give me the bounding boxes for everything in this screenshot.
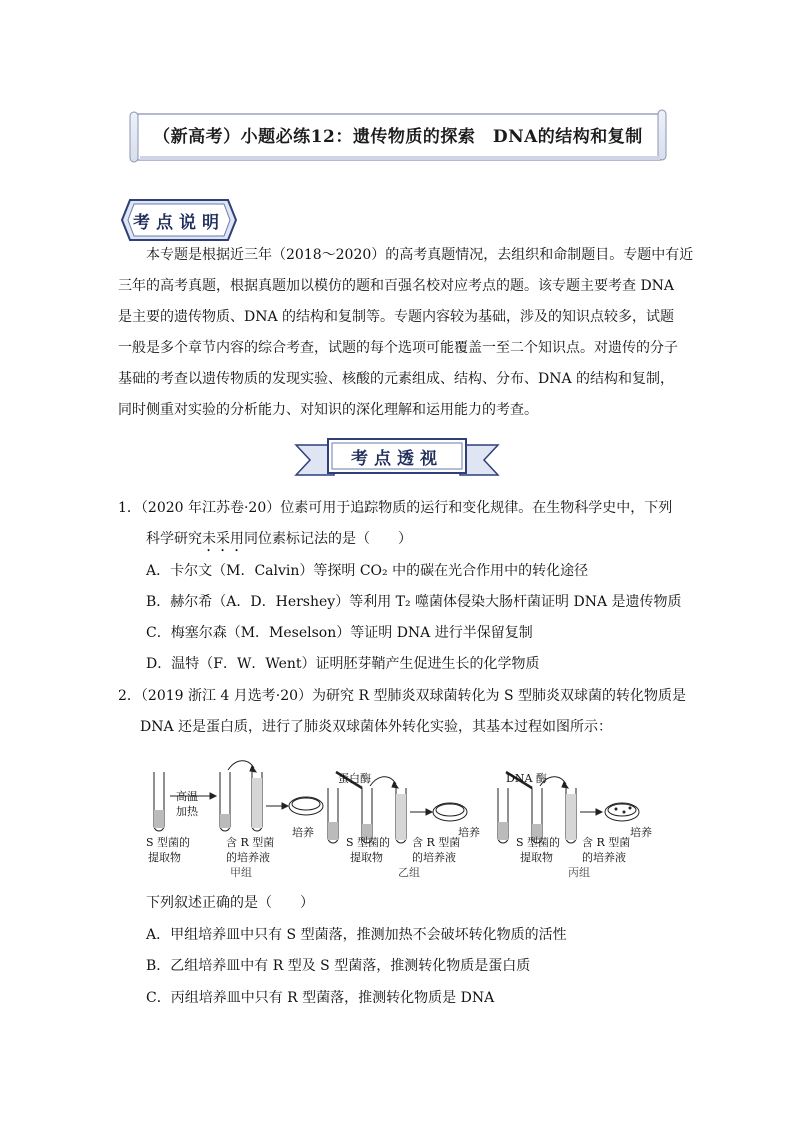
stem-text: 同位素标记法的是（ ） [244, 531, 412, 547]
section-heading-kaodian-shuoming: 考点说明 [133, 213, 225, 233]
s-extract-label: 提取物 [520, 851, 553, 864]
s-extract-label: S 型菌的 [346, 836, 391, 849]
question-1-option-d: D．温特（F．W．Went）证明胚芽鞘产生促进生长的化学物质 [146, 656, 540, 672]
dnase-label: DNA 酶 [506, 772, 547, 785]
section-heading-kaodian-toushi: 考点透视 [351, 449, 443, 469]
intro-line: 基础的考查以遗传物质的发现实验、核酸的元素组成、结构、分布、DNA 的结构和复制， [118, 371, 675, 387]
emphasized-text: 未采用 [202, 531, 244, 547]
culture-label: 培养 [292, 826, 314, 839]
question-2-option-c: C．丙组培养皿中只有 R 型菌落，推测转化物质是 DNA [146, 990, 495, 1006]
s-extract-label: 提取物 [350, 851, 383, 864]
heat-label: 加热 [176, 805, 198, 818]
s-extract-label: 提取物 [148, 851, 181, 864]
group-a-caption: 甲组 [230, 866, 252, 879]
stem-text: 科学研究 [146, 531, 202, 547]
intro-line: 本专题是根据近三年（2018～2020）的高考真题情况，去组织和命制题目。专题中有近 [146, 247, 694, 263]
intro-line: 是主要的遗传物质、DNA 的结构和复制等。专题内容较为基础，涉及的知识点较多，试题 [118, 309, 675, 325]
protease-label: 蛋白酶 [338, 772, 371, 785]
r-medium-label: 的培养液 [412, 851, 456, 864]
r-medium-label: 含 R 型菌 [412, 836, 461, 849]
question-2-stem: 2．（2019 浙江 4 月选考·20）为研究 R 型肺炎双球菌转化为 S 型肺炎双球菌的转化物质是 [118, 688, 686, 704]
question-1-option-b: B．赫尔希（A．D．Hershey）等利用 T₂ 噬菌体侵染大肠杆菌证明 DNA 是遗传物质 [146, 594, 682, 610]
intro-line: 三年的高考真题，根据真题加以模仿的题和百强名校对应考点的题。该专题主要考查 DNA [118, 278, 675, 294]
culture-label: 培养 [458, 826, 480, 839]
question-1-stem-cont [146, 528, 412, 555]
question-1-stem: 1．（2020 年江苏卷·20）位素可用于追踪物质的运行和变化规律。在生物科学史中，下列 [118, 500, 673, 516]
question-2-option-a: A．甲组培养皿中只有 S 型菌落，推测加热不会破坏转化物质的活性 [146, 927, 567, 943]
question-2-option-b: B．乙组培养皿中有 R 型及 S 型菌落，推测转化物质是蛋白质 [146, 958, 531, 974]
s-extract-label: S 型菌的 [146, 836, 191, 849]
r-medium-label: 含 R 型菌 [582, 836, 631, 849]
culture-label: 培养 [630, 826, 652, 839]
group-c-caption: 丙组 [568, 866, 590, 879]
r-medium-label: 的培养液 [582, 851, 626, 864]
question-1-option-a: A．卡尔文（M．Calvin）等探明 CO₂ 中的碳在光合作用中的转化途径 [146, 563, 589, 579]
r-medium-label: 含 R 型菌 [226, 836, 275, 849]
s-extract-label: S 型菌的 [516, 836, 561, 849]
question-1-option-c: C．梅塞尔森（M．Meselson）等证明 DNA 进行半保留复制 [146, 625, 533, 641]
question-2-stem-cont: DNA 还是蛋白质，进行了肺炎双球菌体外转化实验，其基本过程如图所示： [140, 719, 613, 735]
question-2-prompt: 下列叙述正确的是（ ） [146, 895, 314, 911]
intro-line: 一般是多个章节内容的综合考查，试题的每个选项可能覆盖一至二个知识点。对遗传的分子 [118, 340, 678, 356]
group-b-caption: 乙组 [398, 866, 420, 879]
r-medium-label: 的培养液 [226, 851, 270, 864]
page-title: （新高考）小题必练12：遗传物质的探索 DNA的结构和复制 [153, 127, 643, 147]
heat-label: 高温 [176, 790, 198, 803]
intro-line: 同时侧重对实验的分析能力、对知识的深化理解和运用能力的考查。 [118, 402, 538, 418]
